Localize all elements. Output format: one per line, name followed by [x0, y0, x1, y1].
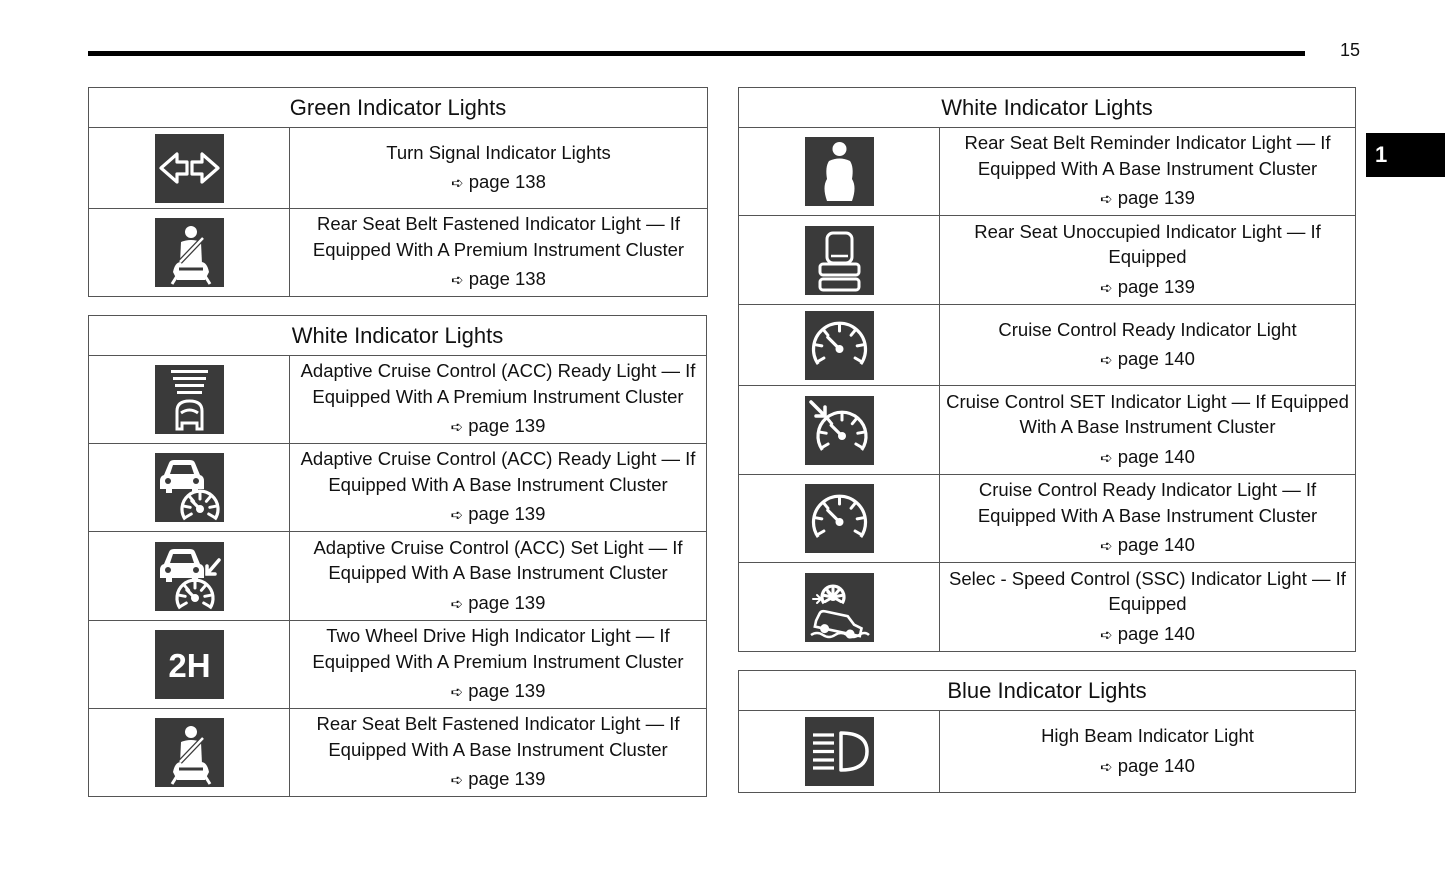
page-reference-text: page 139 — [468, 768, 546, 790]
description-line: Equipped With A Premium Instrument Cluster — [312, 385, 684, 407]
table-title: White Indicator Lights — [739, 88, 1356, 128]
arrow-right-icon: ➪ — [1100, 538, 1113, 556]
indicator-row — [89, 444, 707, 532]
description-line: Cruise Control Ready Indicator Light — [998, 318, 1297, 340]
icon-cell — [739, 563, 940, 652]
description-cell — [940, 305, 1356, 386]
description-line: Equipped With A Base Instrument Cluster — [328, 473, 668, 495]
selec-speed-control-icon — [805, 573, 874, 642]
icon-cell — [89, 128, 290, 209]
indicator-row — [739, 711, 1356, 793]
page-reference-text: page 140 — [1117, 754, 1195, 776]
indicator-row — [89, 128, 708, 209]
icon-cell — [89, 356, 290, 444]
arrow-right-icon: ➪ — [1100, 191, 1113, 209]
page-reference-text: page 140 — [1117, 622, 1195, 644]
acc-set-icon — [155, 542, 224, 611]
description-line: Adaptive Cruise Control (ACC) Ready Light — If — [300, 360, 696, 382]
arrow-right-icon: ➪ — [450, 595, 464, 613]
icon-cell — [89, 621, 290, 709]
description-cell — [290, 709, 707, 797]
arrow-right-icon: ➪ — [1100, 758, 1113, 776]
page-reference-link[interactable] — [296, 590, 700, 618]
arrow-right-icon: ➪ — [450, 419, 464, 437]
acc-ready-premium-icon — [155, 365, 224, 434]
page-reference-link[interactable] — [296, 266, 701, 294]
description-cell — [940, 128, 1356, 216]
page-reference-text: page 140 — [1117, 348, 1195, 369]
indicator-row — [739, 305, 1356, 386]
page-reference-link[interactable] — [946, 621, 1349, 649]
page-reference-link[interactable] — [946, 444, 1349, 472]
seat-unoccupied-icon — [805, 226, 874, 295]
page-reference-text: page 139 — [1117, 275, 1195, 297]
white-indicator-table-left — [88, 315, 707, 797]
icon-cell — [739, 305, 940, 386]
description-cell — [940, 216, 1356, 305]
page-reference-text: page 139 — [1117, 187, 1195, 209]
page-reference-link[interactable] — [296, 169, 701, 197]
indicator-row — [89, 532, 707, 621]
icon-cell — [739, 386, 940, 475]
arrow-right-icon: ➪ — [451, 175, 464, 192]
turn-signal-icon — [155, 134, 224, 203]
page-reference-text: page 139 — [468, 415, 546, 437]
arrow-right-icon: ➪ — [450, 772, 464, 790]
high-beam-icon — [805, 717, 874, 786]
page-reference-text: page 140 — [1117, 445, 1195, 467]
white-indicator-table-right — [738, 87, 1356, 652]
icon-cell — [89, 532, 290, 621]
page-reference-text: page 139 — [468, 591, 546, 613]
icon-cell — [739, 475, 940, 563]
description-cell — [290, 532, 707, 621]
description-line: Adaptive Cruise Control (ACC) Set Light — If — [313, 536, 683, 558]
page-reference-link[interactable] — [296, 678, 700, 706]
page-reference-link[interactable] — [296, 413, 700, 441]
description-cell — [940, 386, 1356, 475]
table-title: White Indicator Lights — [89, 316, 707, 356]
page-reference-link[interactable] — [946, 185, 1349, 213]
blue-indicator-table — [738, 670, 1356, 793]
description-line: Rear Seat Belt Fastened Indicator Light — If — [317, 213, 680, 235]
description-cell — [290, 621, 707, 709]
description-line: Turn Signal Indicator Lights — [386, 141, 611, 163]
description-cell — [290, 444, 707, 532]
table-title: Green Indicator Lights — [89, 88, 708, 128]
seatbelt-fastened-icon — [155, 718, 224, 787]
indicator-row — [89, 621, 707, 709]
page-reference-text: page 139 — [468, 680, 546, 702]
description-cell — [290, 209, 708, 297]
arrow-right-icon: ➪ — [1100, 626, 1113, 644]
page-reference-link[interactable] — [946, 532, 1349, 560]
indicator-row — [739, 216, 1356, 305]
page-reference-link[interactable] — [296, 501, 700, 529]
icon-label: 2H — [167, 647, 211, 684]
icon-cell — [739, 711, 940, 793]
description-line: Rear Seat Belt Reminder Indicator Light — If — [964, 132, 1331, 154]
description-line: Equipped — [1108, 246, 1187, 268]
cruise-set-icon — [805, 396, 874, 465]
icon-cell — [89, 444, 290, 532]
description-cell — [290, 128, 708, 209]
page-reference-text: page 138 — [468, 171, 546, 192]
icon-cell — [739, 128, 940, 216]
description-line: Two Wheel Drive High Indicator Light — If — [326, 625, 670, 647]
icon-cell — [89, 209, 290, 297]
page-reference-link[interactable] — [296, 766, 700, 794]
icon-cell — [89, 709, 290, 797]
arrow-right-icon: ➪ — [450, 684, 464, 702]
two-wheel-high-icon — [155, 630, 224, 699]
description-line: With A Base Instrument Cluster — [1019, 416, 1276, 438]
arrow-right-icon: ➪ — [1100, 449, 1113, 467]
seatbelt-reminder-icon — [805, 137, 874, 206]
description-cell — [940, 711, 1356, 793]
description-cell — [290, 356, 707, 444]
arrow-right-icon: ➪ — [451, 272, 464, 290]
indicator-row — [89, 709, 707, 797]
indicator-row — [739, 475, 1356, 563]
arrow-right-icon: ➪ — [1100, 352, 1113, 369]
description-line: Adaptive Cruise Control (ACC) Ready Light — If — [300, 448, 696, 470]
description-cell — [940, 563, 1356, 652]
indicator-row — [739, 563, 1356, 652]
description-line: Selec - Speed Control (SSC) Indicator Light — If — [949, 567, 1346, 589]
page-reference-link[interactable] — [946, 753, 1349, 781]
page-reference-text: page 139 — [468, 503, 546, 525]
cruise-ready-base-icon — [805, 484, 874, 553]
table-title: Blue Indicator Lights — [739, 671, 1356, 711]
description-line: Rear Seat Unoccupied Indicator Light — If — [974, 220, 1321, 242]
description-line: Equipped With A Premium Instrument Cluster — [312, 238, 685, 260]
description-line: Equipped With A Base Instrument Cluster — [328, 562, 668, 584]
description-line: Equipped — [1108, 593, 1187, 615]
icon-cell — [739, 216, 940, 305]
indicator-row — [89, 209, 708, 297]
seatbelt-fastened-icon — [155, 218, 224, 287]
description-cell — [940, 475, 1356, 563]
acc-ready-base-icon — [155, 453, 224, 522]
page-reference-link[interactable] — [946, 346, 1349, 374]
description-line: High Beam Indicator Light — [1041, 725, 1254, 746]
green-indicator-table — [88, 87, 708, 297]
cruise-ready-icon — [805, 311, 874, 380]
description-line: Cruise Control SET Indicator Light — If Equipped — [946, 390, 1349, 412]
indicator-row — [739, 386, 1356, 475]
description-line: Equipped With A Base Instrument Cluster — [328, 738, 668, 760]
description-line: Rear Seat Belt Fastened Indicator Light — If — [316, 713, 680, 735]
description-line: Cruise Control Ready Indicator Light — If — [978, 479, 1317, 501]
indicator-row — [739, 128, 1356, 216]
page-number: 15 — [1339, 40, 1360, 60]
page-reference-link[interactable] — [946, 274, 1349, 302]
chapter-tab[interactable]: 1 — [1366, 133, 1445, 177]
description-line: Equipped With A Base Instrument Cluster — [977, 157, 1318, 179]
description-line: Equipped With A Base Instrument Cluster — [977, 504, 1318, 526]
top-rule — [88, 51, 1305, 56]
arrow-right-icon: ➪ — [1100, 279, 1113, 297]
page-reference-text: page 140 — [1117, 534, 1195, 556]
description-line: Equipped With A Premium Instrument Cluster — [312, 650, 684, 672]
page-reference-text: page 138 — [468, 268, 546, 290]
arrow-right-icon: ➪ — [450, 507, 464, 525]
indicator-row — [89, 356, 707, 444]
